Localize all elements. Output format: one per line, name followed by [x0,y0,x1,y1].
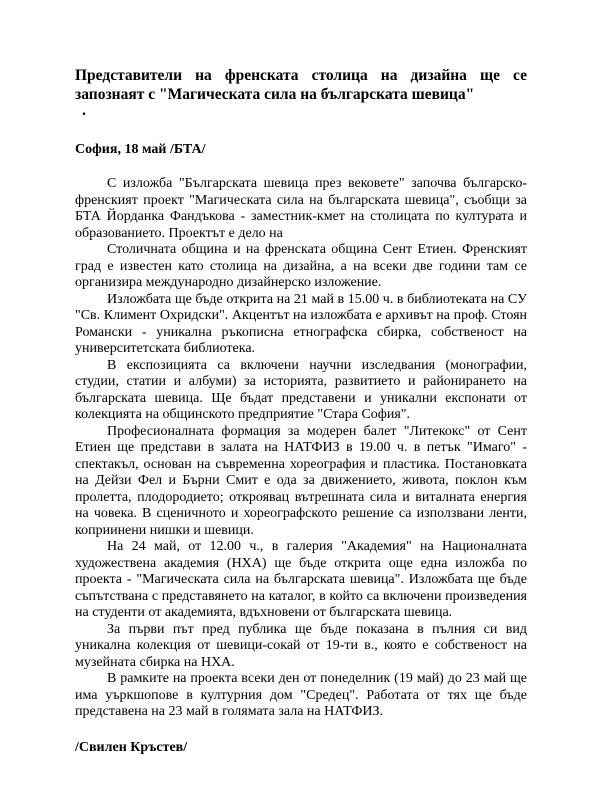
article-paragraph: За първи път пред публика ще бъде показана в пълния си вид уникална колекция от шевици-сокай от 19-ти в., която е собственост на музейната сбирка на НХА. [75,621,527,670]
article-paragraph: На 24 май, от 12.00 ч., в галерия "Академия" на Националната художествена академия (НХА) ще бъде открита още една изложба по проекта - "Магическата сила на българската шевица". Изложбата ще бъде съпътствана с представянето на каталог, в който са включени произведения на студенти от академията, вдъхновени от българската шевица. [75,539,527,620]
article-paragraph: С изложба "Българската шевица през вековете" започва българско-френският проект "Магическата сила на българската шевица", съобщи за БТА Йорданка Фандъкова - заместник-кмет на столицата по културата и образованието. Проектът е дело на [75,176,527,241]
news-article [75,66,527,756]
article-paragraph: В рамките на проекта всеки ден от понеделник (19 май) до 23 май ще има уъркшопове в културния дом "Средец". Работата от тях ще бъде представена на 23 май в голямата зала на НАТФИЗ. [75,671,527,719]
article-paragraph: В експозицията са включени научни изследвания (монографии, студии, статии и албуми) за историята, развитието и районирането на българската шевица. Ще бъдат представени и уникални експонати от колекцията на общинското предприятие "Стара София". [75,357,527,422]
article-signature: /Свилен Кръстев/ [75,739,188,755]
headline-marker: . [82,102,86,119]
article-dateline: София, 18 май /БТА/ [75,142,206,157]
article-body [75,176,527,721]
article-paragraph: Столичната община и на френската община Сент Етиен. Френският град е известен като столица на дизайна, а на всеки две години там се организира международно дизайнерско изложение. [75,242,527,290]
article-paragraph: Изложбата ще бъде открита на 21 май в 15.00 ч. в библиотеката на СУ "Св. Климент Охридски". Акцентът на изложбата е архивът на проф. Стоян Романски - уникална ръкописна етнографска сбирка, собственост на университетската библиотека. [75,291,527,356]
article-paragraph: Професионалната формация за модерен балет "Литекокс" от Сент Етиен ще представи в залата на НАТФИЗ в 19.00 ч. в петък "Имаго" - спектакъл, основан на съвременна хореография и пластика. Постановката на Дейзи Фел и Бърни Смит е ода за движението, живота, поклон към пролетта, плодородието; откроявац вътрешната сила и виталната енергия на човека. В сценичното и хореографското решение са използвани ленти, коприинени нишки и шевици. [75,423,527,538]
article-headline: Представители на френската столица на дизайна ще се запознаят с "Магическата сила на българската шевица" [75,67,527,103]
